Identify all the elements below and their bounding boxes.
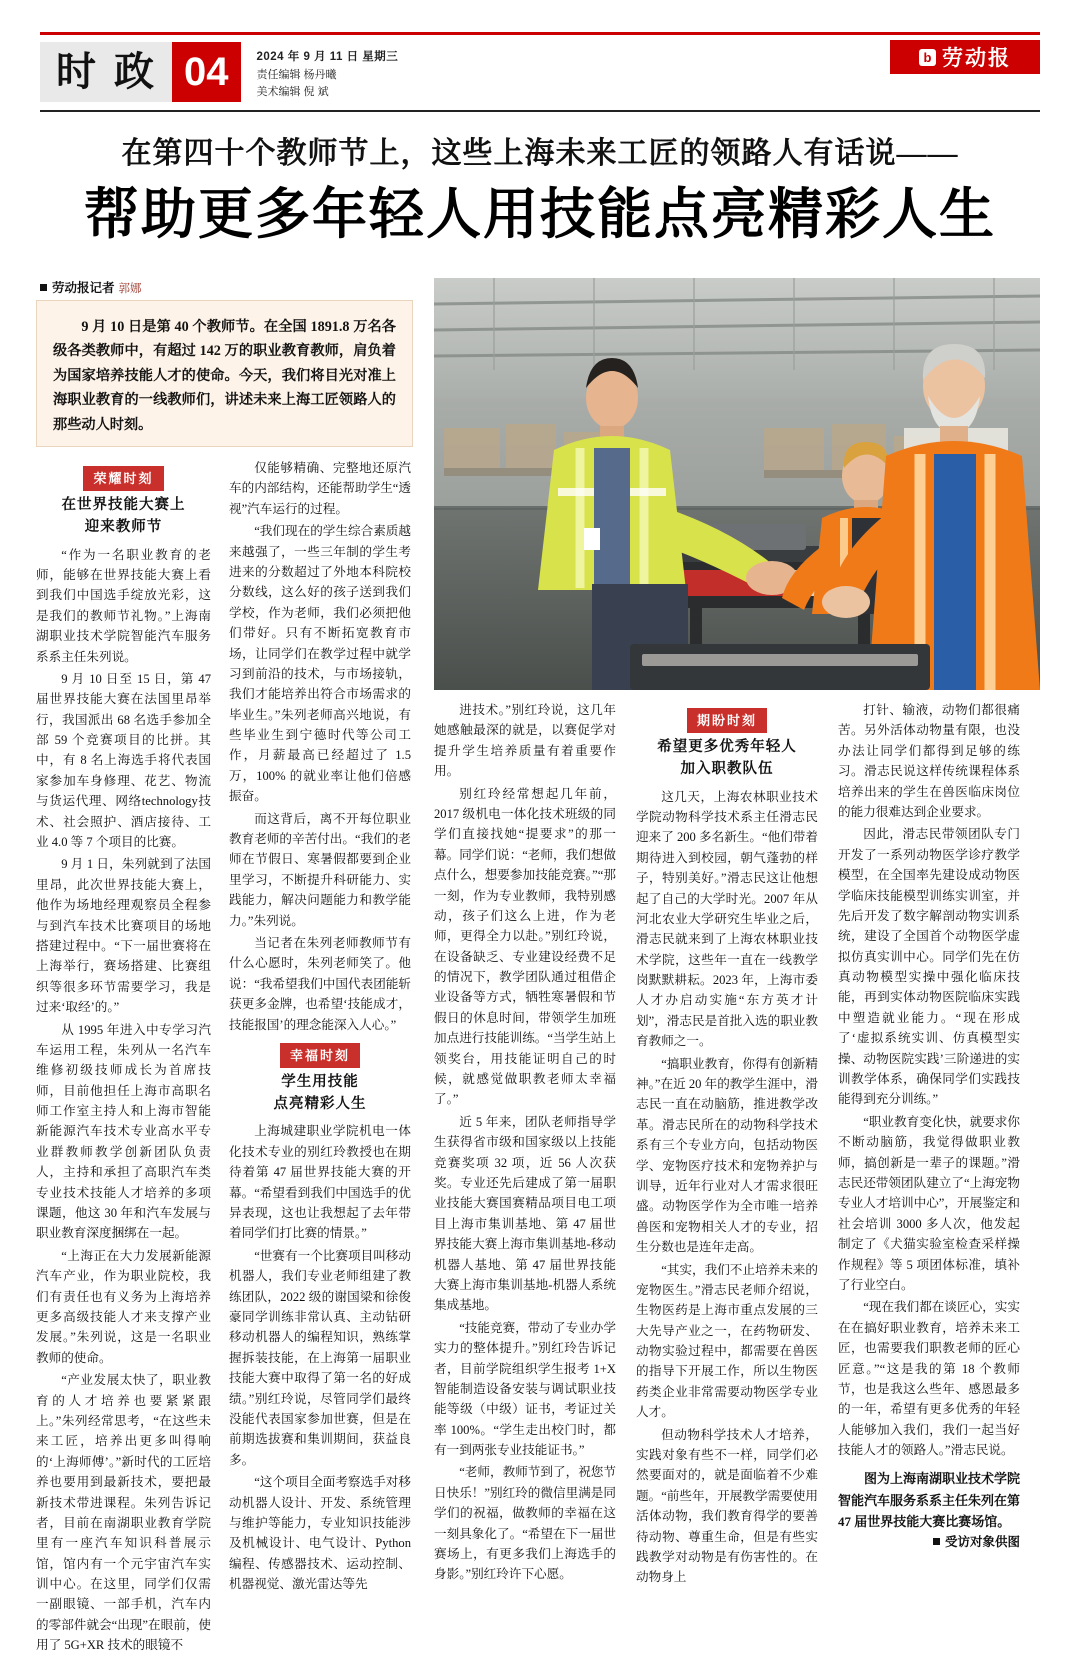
paragraph: “其实，我们不止培养未来的宠物医生。”滑志民老师介绍说，生物医药是上海市重点发展的三大先导产业之一，在药物研发、动物实验过程中，都需要在兽医的指导下开展工作，所以生物医药类企业非常需要动物医学专业人才。 bbox=[636, 1262, 818, 1420]
section-tag-1: 荣耀时刻 bbox=[83, 466, 163, 491]
section-subtitle-2: 学生用技能 点亮精彩人生 bbox=[273, 1073, 367, 1112]
section-heading-1 bbox=[36, 466, 211, 539]
section-subtitle-1: 在世界技能大赛上 迎来教师节 bbox=[61, 497, 186, 535]
lead-paragraph-text: 9 月 10 日是第 40 个教师节。在全国 1891.8 万名各级各类教师中，有超过 142 万的职业教育教师，肩负着为国家培养技能人才的使命。今天，我们将目光对准上海职业教育的一线教师们，讲述未来上海工匠领路人的那些动人时刻。 bbox=[53, 319, 396, 433]
paragraph: “上海正在大力发展新能源汽车产业，作为职业院校，我们有责任也有义务为上海培养更多高级技能人才来支撑产业发展。”朱列说，这是一名职业教师的使命。 bbox=[36, 1248, 211, 1365]
paragraph: “职业教育变化快，就要求你不断动脑筋，我觉得做职业教师，搞创新是一辈子的课题。”滑志民还带领团队建立了“上海宠物专业人才培训中心”，开展鉴定和社会培训 3000 多人次，他发起制定了《犬猫实验室检查采样操作规程》等 5 项团体标准，填补了行业空白。 bbox=[838, 1114, 1020, 1292]
bullet-square-icon bbox=[933, 1538, 940, 1545]
masthead-top-rule bbox=[40, 32, 1040, 35]
section-tag-3: 期盼时刻 bbox=[687, 708, 767, 733]
lead-paragraph-box bbox=[36, 300, 413, 447]
photo-credit-text: 受访对象供图 bbox=[944, 1534, 1020, 1549]
byline-source: 劳动报记者 bbox=[52, 281, 115, 295]
bullet-square-icon bbox=[40, 284, 47, 291]
paragraph: 当记者在朱列老师教师节有什么心愿时，朱列老师笑了。他说：“我希望我们中国代表团能斩获更多金牌，也希望‘技能成才，技能报国’的理念能深入人心。” bbox=[229, 935, 411, 1032]
logo-name: 劳动报 bbox=[942, 46, 1011, 70]
paragraph: 因此，滑志民带领团队专门开发了一系列动物医学诊疗教学模型，在全国率先建设成动物医学临床技能模型训练实训室，并先后开发了数字解剖动物实训系统，建设了全国首个动物医学虚拟仿真实训中心。同学们先在仿真动物模型实操中强化临床技能，再到实体动物医院临床实践中塑造就业能力。“现在形成了‘虚拟系统实训、仿真模型实操、动物医院实践’三阶递进的实训教学体系，确保同学们实践技能得到充分训练。” bbox=[838, 827, 1020, 1107]
paragraph: 近 5 年来，团队老师指导学生获得省市级和国家级以上技能竞赛奖项 32 项，近 56 人次获奖。专业还先后建成了第一届职业技能大赛国赛精品项目电工项目上海市集训基地、第 47 届世界技能大赛上海市集训基地-移动机器人基地、第 47 届世界技能大赛上海市集训基地-机器人系统集成基地。 bbox=[434, 1114, 616, 1313]
photo-caption: 图为上海南湖职业技术学院智能汽车服务系系主任朱列在第 47 届世界技能大赛比赛场馆。 bbox=[838, 1471, 1021, 1529]
paragraph: “现在我们都在谈匠心，实实在在搞好职业教育，培养未来工匠，也需要我们职教老师的匠心匠意。”“这是我的第 18 个教师节，也是我这么些年、感恩最多的一年，希望有更多优秀的年轻人能够加入我们，我们一起当好技能人才的领路人。”滑志民说。 bbox=[838, 1300, 1020, 1458]
paragraph: 9 月 1 日，朱列就到了法国里昂，此次世界技能大赛上，他作为场地经理观察员全程参与到汽车技术比赛项目的场地搭建过程中。“下一届世赛将在上海举行，赛场搭建、比赛组织等很多环节需要学习，我是过来‘取经’的。” bbox=[36, 857, 211, 1015]
section-name: 时 政 bbox=[40, 42, 172, 102]
paragraph: “作为一名职业教育的老师，能够在世界技能大赛上看到我们中国选手绽放光彩，这是我们的教师节礼物。”上海南湖职业技术学院智能汽车服务系系主任朱列说。 bbox=[36, 547, 211, 664]
paragraph: 但动物科学技术人才培养，实践对象有些不一样，同学们必然要面对的，就是面临着不少难题。“前些年，开展教学需要使用活体动物，我们教育得学的要善待动物、尊重生命，但是有些实践教学对动物是有伤害性的。在动物身上 bbox=[636, 1427, 818, 1585]
section-subtitle-3: 希望更多优秀年轻人 加入职教队伍 bbox=[657, 739, 797, 777]
paragraph: “这个项目全面考察选手对移动机器人设计、开发、系统管理与维护等能力，专业知识技能涉及机械设计、电气设计、Python 编程、传感器技术、运动控制、机器视觉、激光雷达等先 bbox=[229, 1475, 411, 1592]
paragraph: “世赛有一个比赛项目叫移动机器人，我们专业老师组建了教练团队，2022 级的谢国梁和徐俊豪同学训练非常认真、主动钻研移动机器人的编程知识，熟练掌握拆装技能，在上海第一届职业技能大赛中取得了第一名的好成绩。”别红玲说，尽管同学们最终没能代表国家参加世赛，但是在前期选拔赛和集训期间，获益良多。 bbox=[229, 1248, 411, 1467]
responsible-editor: 责任编辑 杨丹曦 bbox=[256, 68, 337, 81]
byline bbox=[40, 278, 142, 296]
masthead-meta bbox=[257, 42, 399, 102]
publication-logo bbox=[890, 40, 1040, 74]
paragraph: 打针、输液，动物们都很痛苦。另外活体动物量有限，也没办法让同学们都得到足够的练习。滑志民说这样传统课程体系培养出来的学生在兽医临床岗位的能力很难达到企业要求。 bbox=[838, 703, 1020, 819]
paragraph: 这几天，上海农林职业技术学院动物科学技术系主任滑志民迎来了 200 多名新生。“他们带着期待进入到校园，朝气蓬勃的样子，特别美好。”滑志民这让他想起了自己的大学时光。2007 年从河北农业大学研究生毕业之后，滑志民就来到了上海农林职业技术学院，这些年一直在一线教学岗默默耕耘。2023 年，上海市委人才办启动实施“东方英才计划”，滑志民是首批入选的职业教育教师之一。 bbox=[636, 789, 818, 1049]
article-column-1 bbox=[36, 458, 211, 1653]
paragraph: 仅能够精确、完整地还原汽车的内部结构，还能帮助学生“透视”汽车运行的过程。 bbox=[229, 461, 411, 516]
masthead-block bbox=[40, 42, 398, 102]
main-headline: 帮助更多年轻人用技能点亮精彩人生 bbox=[83, 184, 996, 245]
paragraph: “我们现在的学生综合素质越来越强了，一些三年制的学生考进来的分数超过了外地本科院校分数线，这么好的孩子送到我们学校，作为老师，我们必须把他们带好。只有不断拓宽教育市场，让同学们在教学过程中就学习到前沿的技术，与市场接轨，我们才能培养出符合市场需求的毕业生。”朱列老师高兴地说，有些毕业生到宁德时代等公司工作，月薪最高已经超过了 1.5 万，100% 的就业率让他们倍感振奋。 bbox=[229, 524, 411, 804]
paragraph: “产业发展太快了，职业教育的人才培养也要紧紧跟上。”朱列经常思考，“在这些未来工匠，培养出更多叫得响的‘上海师傅’。”新时代的工匠培养也要用到最新技术，要把最新技术带进课程。朱列告诉记者，目前在南湖职业教育学院里有一座汽车知识科普展示馆，馆内有一个元宇宙汽车实训中心。在这里，同学们仅需一副眼镜、一部手机，汽车内的零部件就会“出现”在眼前，使用了 5G+XR 技术的眼镜不 bbox=[36, 1373, 211, 1653]
paragraph: 上海城建职业学院机电一体化技术专业的别红玲教授也在期待着第 47 届世界技能大赛的开幕。“希望看到我们中国选手的优异表现，这也让我想起了去年带着同学们打比赛的情景。” bbox=[229, 1124, 411, 1241]
logo-mark-icon: b bbox=[919, 49, 936, 66]
photo-illustration bbox=[434, 278, 1040, 690]
section-heading-3 bbox=[636, 708, 818, 781]
masthead-bottom-rule bbox=[40, 110, 1040, 112]
section-tag-2: 幸福时刻 bbox=[280, 1043, 360, 1068]
article-column-2 bbox=[229, 458, 411, 1592]
masthead bbox=[40, 24, 1040, 102]
paragraph: 9 月 10 日至 15 日，第 47 届世界技能大赛在法国里昂举行，我国派出 68 名选手参加全部 59 个竞赛项目的比拼。其中，有 8 名上海选手将代表国家参加车身修理、花艺、物流与货运代理、网络technology技术、社会照护、酒店接待、工业 4.0 等 7 个项目的比赛。 bbox=[36, 671, 211, 850]
paragraph: “搞职业教育，你得有创新精神。”在近 20 年的教学生涯中，滑志民一直在动脑筋，推进教学改革。滑志民所在的动物科学技术系有三个专业方向，包括动物医学、宠物医疗技术和宠物养护与训导，近年行业对人才需求很旺盛。动物医学作为全市唯一培养兽医和宠物相关人才的专业，招生分数也是连年走高。 bbox=[636, 1056, 818, 1255]
article-column-5 bbox=[838, 700, 1020, 1590]
paragraph: “技能竞赛，带动了专业办学实力的整体提升。”别红玲告诉记者，目前学院组织学生报考 1+X 智能制造设备安装与调试职业技能等级（中级）证书，考证过关率 100%。“学生走出校门时，都有一到两张专业技能证书。” bbox=[434, 1320, 616, 1458]
section-heading-2 bbox=[229, 1043, 411, 1116]
article-column-4 bbox=[636, 700, 818, 1590]
article-photo bbox=[434, 278, 1040, 690]
paragraph: 进技术。”别红玲说，这几年她感触最深的就是，以赛促学对提升学生培养质量有着重要作用。 bbox=[434, 703, 616, 779]
paragraph: 从 1995 年进入中专学习汽车运用工程，朱列从一名汽车维修初级技师成长为首席技师，目前他担任上海市高职名师工作室主持人和上海市智能新能源汽车技术专业高水平专业群教师教学创新团队负责人，主持和承担了高职汽车类专业技术技能人才培养的多项课题，他这 30 年和汽车发展与职业教育深度捆绑在一起。 bbox=[36, 1022, 211, 1241]
art-editor: 美术编辑 倪 斌 bbox=[256, 85, 329, 98]
photo-credit bbox=[838, 1532, 1020, 1552]
paragraph: “老师，教师节到了，祝您节日快乐！”别红玲的微信里满是同学们的祝福，做教师的幸福在这一刻具象化了。“希望在下一届世赛场上，有更多我们上海选手的身影。”别红玲许下心愿。 bbox=[434, 1465, 616, 1582]
article-column-3 bbox=[434, 700, 616, 1590]
paragraph: 而这背后，离不开每位职业教育老师的辛苦付出。“我们的老师在节假日、寒暑假都要到企业里学习，不断提升科研能力、实践能力，解决问题能力和教学能力。”朱列说。 bbox=[229, 811, 411, 928]
byline-author: 郭娜 bbox=[118, 283, 142, 295]
publish-date: 2024 年 9 月 11 日 星期三 bbox=[256, 51, 399, 63]
shoulder-headline: 在第四十个教师节上，这些上海未来工匠的领路人有话说—— bbox=[121, 137, 959, 170]
paragraph: 别红玲经常想起几年前，2017 级机电一体化技术班级的同学们直接找她“提要求”的那一幕。同学们说：“老师，我们想做点什么，想要参加技能竞赛。”“那一刻，作为专业教师，我特别感动，孩子们这么上进，作为老师，更得全力以赴。”别红玲说，在设备缺乏、专业建设经费不足的情况下，教学团队通过租借企业设备等方式，牺牲寒暑假和节假日的休息时间，带领学生加班加点进行技能训练。“当学生站上领奖台，用技能证明自己的时候，就感觉做职教老师太幸福了。” bbox=[434, 786, 616, 1107]
page-number: 04 bbox=[172, 42, 241, 102]
